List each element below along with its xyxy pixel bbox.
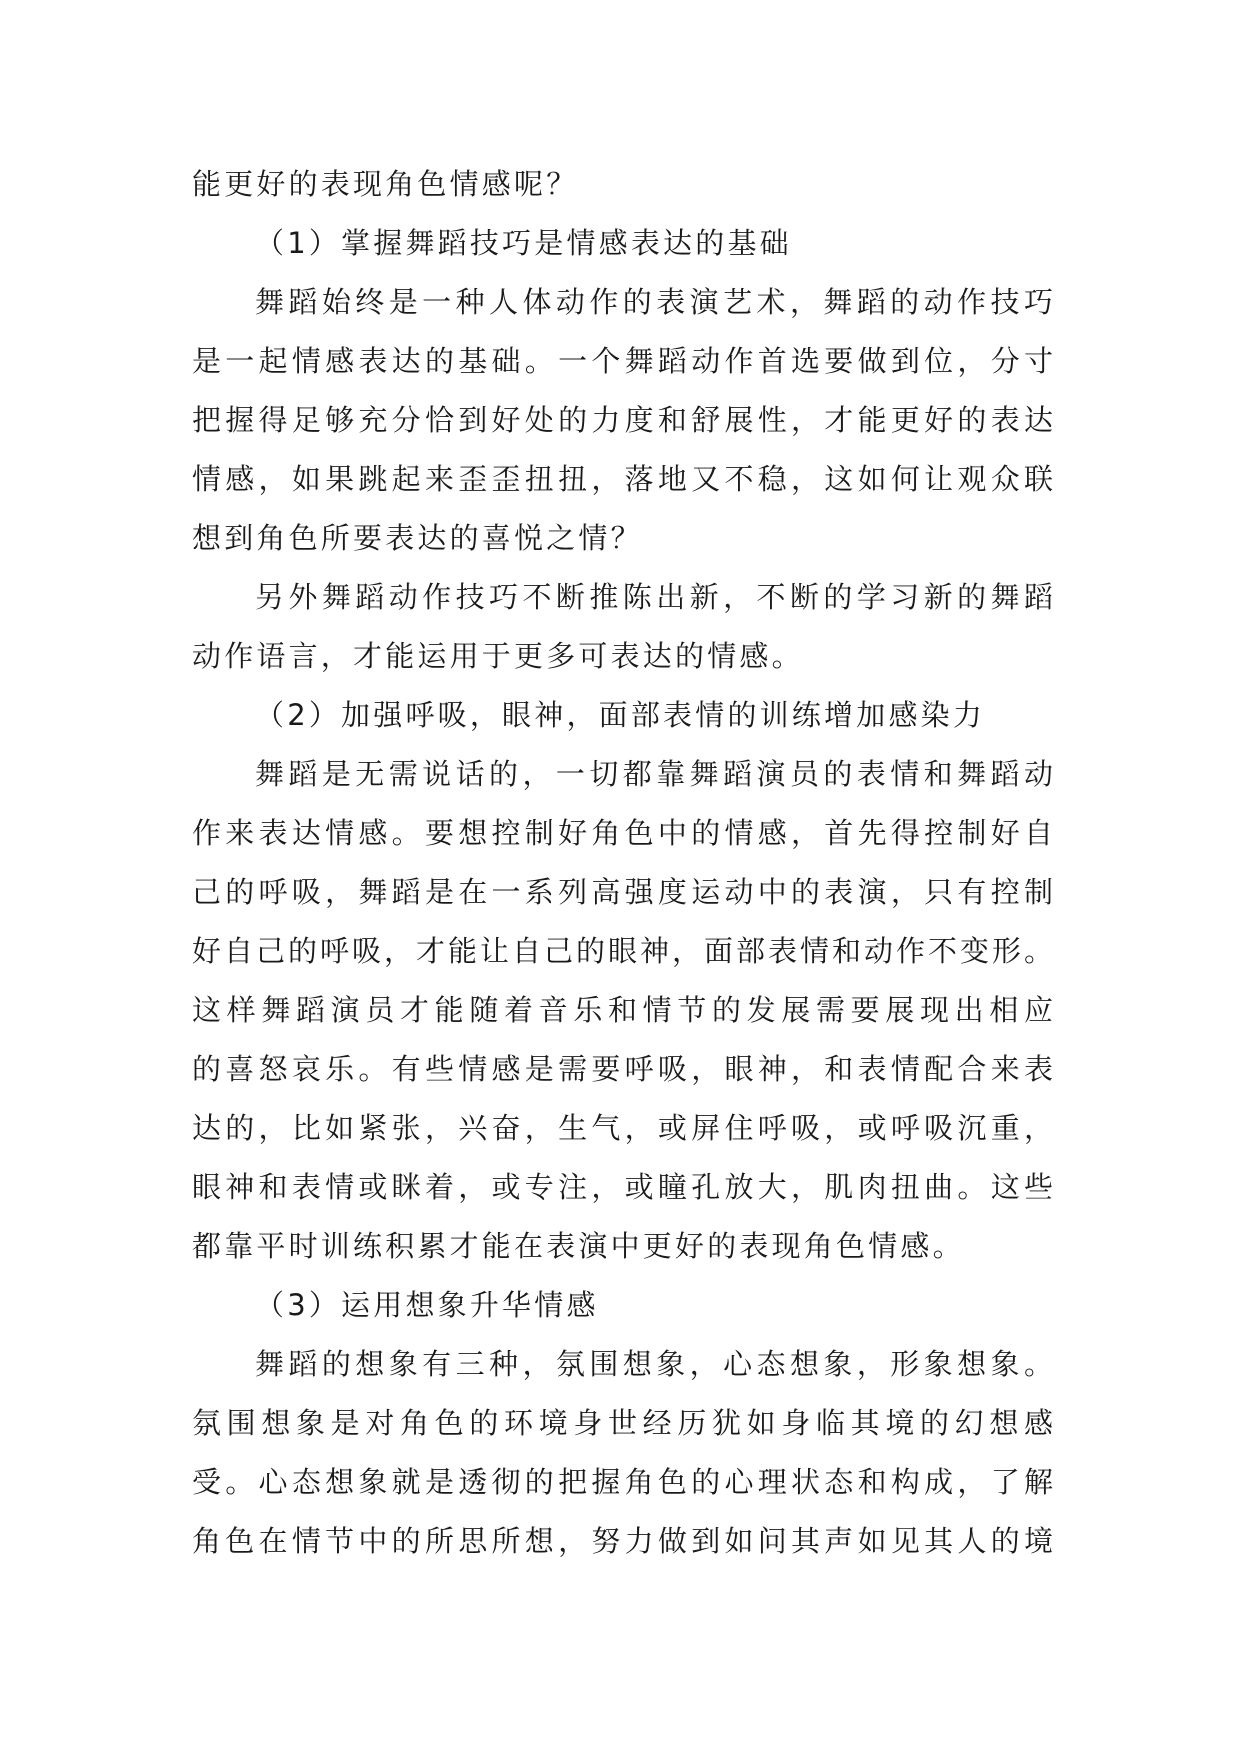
paragraph-line: 舞蹈是无需说话的，一切都靠舞蹈演员的表情和舞蹈动 [255,757,1054,791]
paragraph-line: 想到角色所要表达的喜悦之情？ [192,521,643,555]
paragraph-line: 的喜怒哀乐。有些情感是需要呼吸，眼神，和表情配合来表 [192,1052,1054,1086]
section-heading-2: （2）加强呼吸，眼神，面部表情的训练增加感染力 [255,698,986,732]
paragraph-line: 达的，比如紧张，兴奋，生气，或屏住呼吸，或呼吸沉重， [192,1111,1054,1145]
paragraph-line: 舞蹈的想象有三种，氛围想象，心态想象，形象想象。 [255,1347,1054,1381]
paragraph-line: 氛围想象是对角色的环境身世经历犹如身临其境的幻想感 [192,1406,1054,1440]
paragraph-line: 能更好的表现角色情感呢？ [192,167,579,201]
paragraph-line: 把握得足够充分恰到好处的力度和舒展性，才能更好的表达 [192,403,1054,437]
paragraph-line: 另外舞蹈动作技巧不断推陈出新，不断的学习新的舞蹈 [255,580,1054,614]
paragraph-line: 受。心态想象就是透彻的把握角色的心理状态和构成，了解 [192,1465,1054,1499]
paragraph-line: 情感，如果跳起来歪歪扭扭，落地又不稳，这如何让观众联 [192,462,1054,496]
paragraph-line: 动作语言，才能运用于更多可表达的情感。 [192,639,804,673]
paragraph-line: 眼神和表情或眯着，或专注，或瞳孔放大，肌肉扭曲。这些 [192,1170,1054,1204]
paragraph-line: 舞蹈始终是一种人体动作的表演艺术，舞蹈的动作技巧 [255,285,1054,319]
section-heading-3: （3）运用想象升华情感 [255,1288,599,1322]
section-heading-1: （1）掌握舞蹈技巧是情感表达的基础 [255,226,792,260]
paragraph-line: 这样舞蹈演员才能随着音乐和情节的发展需要展现出相应 [192,993,1054,1027]
paragraph-line: 好自己的呼吸，才能让自己的眼神，面部表情和动作不变形。 [192,934,1054,968]
paragraph-line: 己的呼吸，舞蹈是在一系列高强度运动中的表演，只有控制 [192,875,1054,909]
paragraph-line: 都靠平时训练积累才能在表演中更好的表现角色情感。 [192,1229,965,1263]
paragraph-line: 角色在情节中的所思所想，努力做到如问其声如见其人的境 [192,1524,1054,1558]
paragraph-line: 是一起情感表达的基础。一个舞蹈动作首选要做到位，分寸 [192,344,1054,378]
paragraph-line: 作来表达情感。要想控制好角色中的情感，首先得控制好自 [192,816,1054,850]
